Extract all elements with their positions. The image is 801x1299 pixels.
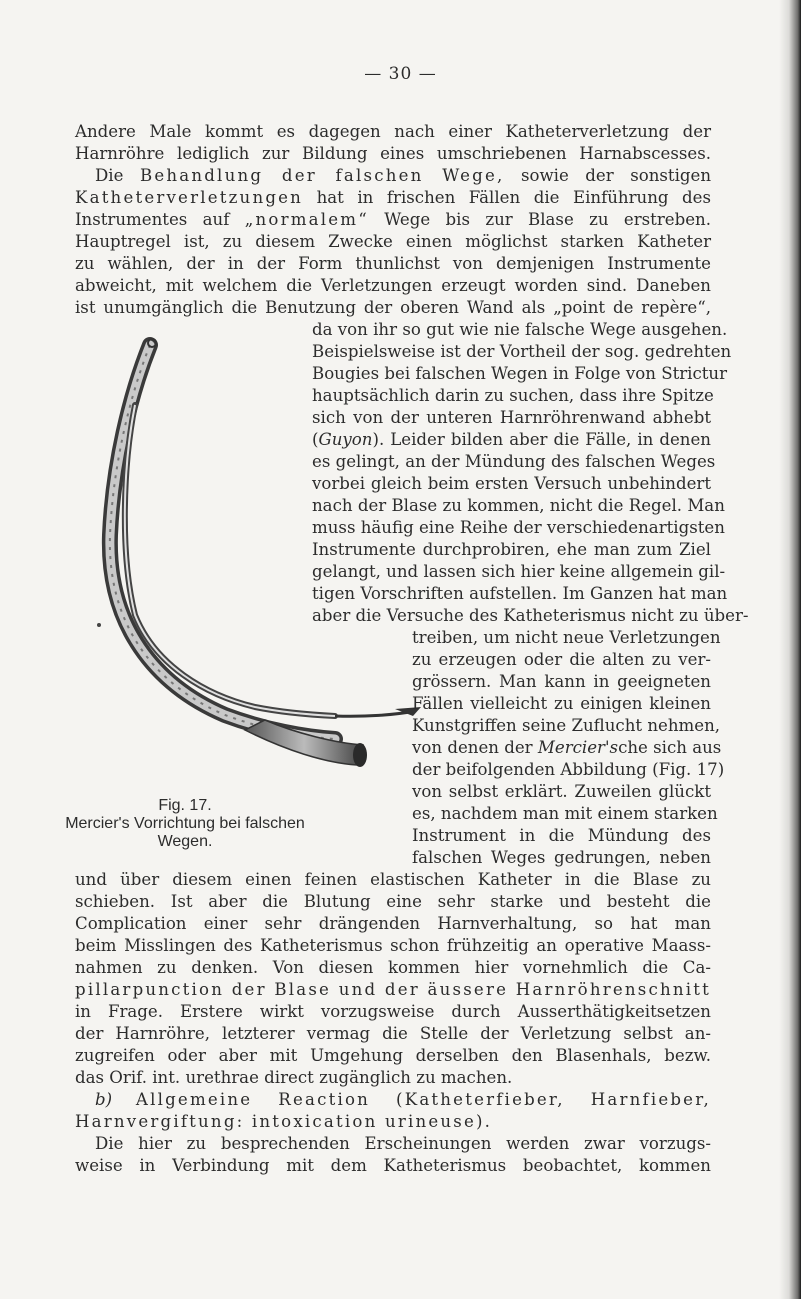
text-line: Katheterverletzungen hat in frischen Fällen die Einführung des xyxy=(75,188,712,207)
page-number: — 30 — xyxy=(364,64,437,84)
section-heading: b) Allgemeine Reaction (Katheterfieber, Harnfieber, xyxy=(95,1090,711,1109)
text-line: da von ihr so gut wie nie falsche Wege ausgehen. xyxy=(312,320,728,339)
text-line: von selbst erklärt. Zuweilen glückt xyxy=(412,782,711,801)
text-line: ist unumgänglich die Benutzung der oberen Wand als „point de repère“, xyxy=(75,298,711,317)
text-line: zu erzeugen oder die alten zu ver- xyxy=(412,650,711,669)
text-line: (Guyon). Leider bilden aber die Fälle, in denen xyxy=(312,430,711,449)
text-line: grössern. Man kann in geeigneten xyxy=(412,672,711,691)
figure-caption: Mercier's Vorrichtung bei falschen xyxy=(65,815,305,832)
text-line: Instrumentes auf „normalem“ Wege bis zur Blase zu erstreben. xyxy=(75,210,711,229)
text-line: Kunstgriffen seine Zuflucht nehmen, xyxy=(412,716,721,735)
text-line: Fällen vielleicht zu einigen kleinen xyxy=(412,694,711,713)
text-line: treiben, um nicht neue Verletzungen xyxy=(412,628,721,647)
text-line: es, nachdem man mit einem starken xyxy=(412,804,718,823)
text-line: Bougies bei falschen Wegen in Folge von Strictur xyxy=(312,364,728,383)
text-line: nahmen zu denken. Von diesen kommen hier vornehmlich die Ca- xyxy=(75,958,711,977)
figure-label: Fig. 17. xyxy=(158,797,212,814)
text-line: in Frage. Erstere wirkt vorzugsweise durch Ausserthätigkeitsetzen xyxy=(75,1002,711,1021)
text-line: Die hier zu besprechenden Erscheinungen werden zwar vorzugs- xyxy=(95,1134,711,1153)
text-line: abweicht, mit welchem die Verletzungen erzeugt worden sind. Daneben xyxy=(75,276,711,295)
text-line: aber die Versuche des Katheterismus nicht zu über- xyxy=(312,606,749,625)
text-line: gelangt, und lassen sich hier keine allgemein gil- xyxy=(312,562,726,581)
text-line: hauptsächlich darin zu suchen, dass ihre Spitze xyxy=(312,386,714,405)
text-line: Die Behandlung der falschen Wege, sowie der sonstigen xyxy=(95,166,712,185)
text-line: es gelingt, an der Mündung des falschen Weges xyxy=(312,452,716,471)
section-heading: Harnvergiftung: intoxication urineuse). xyxy=(75,1112,493,1131)
text-line: muss häufig eine Reihe der verschiedenartigsten xyxy=(312,518,725,537)
text-line: pillarpunction der Blase und der äussere Harnröhrenschnitt xyxy=(75,980,711,999)
text-line: Beispielsweise ist der Vortheil der sog. gedrehten xyxy=(312,342,732,361)
book-spine-shadow xyxy=(779,0,801,1299)
text-line: vorbei gleich beim ersten Versuch unbehindert xyxy=(312,474,711,493)
text-line: der beifolgenden Abbildung (Fig. 17) xyxy=(412,760,725,779)
text-line: zugreifen oder aber mit Umgehung derselben den Blasenhals, bezw. xyxy=(75,1046,711,1065)
text-line: sich von der unteren Harnröhrenwand abhebt xyxy=(312,408,711,427)
text-line: das Orif. int. urethrae direct zugänglich zu machen. xyxy=(75,1068,513,1087)
text-line: Instrument in die Mündung des xyxy=(412,826,711,845)
text-line: von denen der Mercier'sche sich aus xyxy=(412,738,722,757)
text-line: beim Misslingen des Katheterismus schon frühzeitig an operative Maass- xyxy=(75,936,711,955)
figure-caption: Wegen. xyxy=(157,833,213,850)
text-line: Hauptregel ist, zu diesem Zwecke einen möglichst starken Katheter xyxy=(75,232,711,251)
text-line: zu wählen, der in der Form thunlichst von demjenigen Instrumente xyxy=(75,254,711,273)
text-line: Complication einer sehr drängenden Harnverhaltung, so hat man xyxy=(75,914,711,933)
text-line: der Harnröhre, letzterer vermag die Stelle der Verletzung selbst an- xyxy=(75,1024,711,1043)
text-line: Instrumente durchprobiren, ehe man zum Ziel xyxy=(312,540,711,559)
text-line: tigen Vorschriften aufstellen. Im Ganzen hat man xyxy=(312,584,728,603)
text-line: und über diesem einen feinen elastischen Katheter in die Blase zu xyxy=(75,870,711,889)
text-line: weise in Verbindung mit dem Katheterismus beobachtet, kommen xyxy=(75,1156,711,1175)
text-line: Harnröhre lediglich zur Bildung eines umschriebenen Harnabscesses. xyxy=(75,144,711,163)
text-line: schieben. Ist aber die Blutung eine sehr starke und besteht die xyxy=(75,892,711,911)
text-line: Andere Male kommt es dagegen nach einer Katheterverletzung der xyxy=(75,122,711,141)
text-line: nach der Blase zu kommen, nicht die Regel. Man xyxy=(312,496,725,515)
text-line: falschen Weges gedrungen, neben xyxy=(412,848,711,867)
